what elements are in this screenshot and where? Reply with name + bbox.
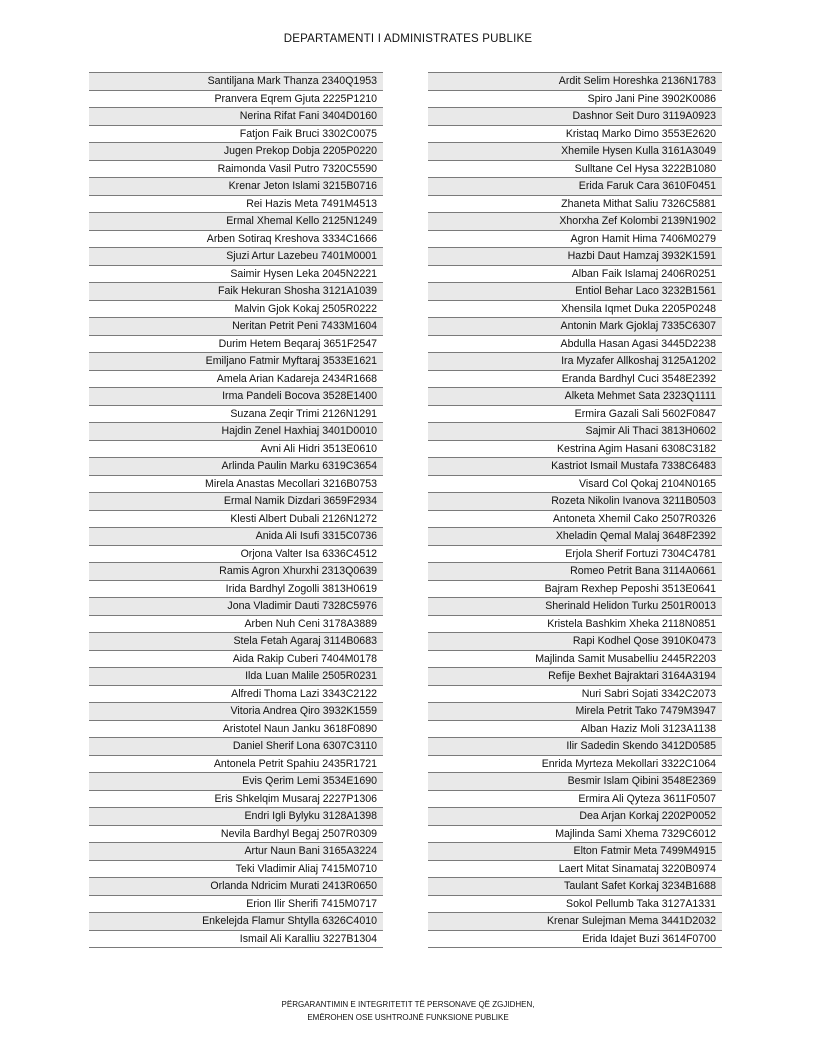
list-item: Ermal Namik Dizdari 3659F2934 (89, 493, 383, 511)
list-item: Aristotel Naun Janku 3618F0890 (89, 721, 383, 739)
list-item: Ilda Luan Malile 2505R0231 (89, 668, 383, 686)
list-item: Irida Bardhyl Zogolli 3813H0619 (89, 581, 383, 599)
list-item: Mirela Anastas Mecollari 3216B0753 (89, 476, 383, 494)
list-item: Majlinda Sami Xhema 7329C6012 (428, 826, 722, 844)
list-item: Sajmir Ali Thaci 3813H0602 (428, 423, 722, 441)
list-item: Hazbi Daut Hamzaj 3932K1591 (428, 248, 722, 266)
list-item: Arlinda Paulin Marku 6319C3654 (89, 458, 383, 476)
list-item: Suzana Zeqir Trimi 2126N1291 (89, 406, 383, 424)
list-item: Erjola Sherif Fortuzi 7304C4781 (428, 546, 722, 564)
list-item: Entiol Behar Laco 3232B1561 (428, 283, 722, 301)
list-item: Arben Sotiraq Kreshova 3334C1666 (89, 231, 383, 249)
list-item: Alketa Mehmet Sata 2323Q1111 (428, 388, 722, 406)
list-item: Nevila Bardhyl Begaj 2507R0309 (89, 826, 383, 844)
list-item: Raimonda Vasil Putro 7320C5590 (89, 161, 383, 179)
list-item: Romeo Petrit Bana 3114A0661 (428, 563, 722, 581)
footer-line-2: EMËROHEN OSE USHTROJNË FUNKSIONE PUBLIKE (307, 1013, 509, 1022)
list-item: Rei Hazis Meta 7491M4513 (89, 196, 383, 214)
list-item: Visard Col Qokaj 2104N0165 (428, 476, 722, 494)
list-item: Klesti Albert Dubali 2126N1272 (89, 511, 383, 529)
list-item: Faik Hekuran Shosha 3121A1039 (89, 283, 383, 301)
left-name-column (89, 72, 383, 948)
list-item: Kastriot Ismail Mustafa 7338C6483 (428, 458, 722, 476)
list-item: Antoneta Xhemil Cako 2507R0326 (428, 511, 722, 529)
list-item: Fatjon Faik Bruci 3302C0075 (89, 126, 383, 144)
footer-line-1: PËRGARANTIMIN E INTEGRITETIT TË PERSONAVE QË ZGJIDHEN, (281, 1000, 535, 1009)
list-item: Enrida Myrteza Mekollari 3322C1064 (428, 756, 722, 774)
list-item: Rozeta Nikolin Ivanova 3211B0503 (428, 493, 722, 511)
list-item: Pranvera Eqrem Gjuta 2225P1210 (89, 91, 383, 109)
list-item: Enkelejda Flamur Shtylla 6326C4010 (89, 913, 383, 931)
list-item: Dashnor Seit Duro 3119A0923 (428, 108, 722, 126)
list-item: Refije Bexhet Bajraktari 3164A3194 (428, 668, 722, 686)
list-item: Bajram Rexhep Peposhi 3513E0641 (428, 581, 722, 599)
list-item: Xhemile Hysen Kulla 3161A3049 (428, 143, 722, 161)
list-item: Erion Ilir Sherifi 7415M0717 (89, 896, 383, 914)
list-item: Kristela Bashkim Xheka 2118N0851 (428, 616, 722, 634)
list-item: Santiljana Mark Thanza 2340Q1953 (89, 72, 383, 91)
list-item: Sherinald Helidon Turku 2501R0013 (428, 598, 722, 616)
list-item: Mirela Petrit Tako 7479M3947 (428, 703, 722, 721)
list-item: Durim Hetem Beqaraj 3651F2547 (89, 336, 383, 354)
list-item: Xhorxha Zef Kolombi 2139N1902 (428, 213, 722, 231)
list-item: Ardit Selim Horeshka 2136N1783 (428, 72, 722, 91)
list-item: Stela Fetah Agaraj 3114B0683 (89, 633, 383, 651)
list-item: Besmir Islam Qibini 3548E2369 (428, 773, 722, 791)
list-item: Krenar Sulejman Mema 3441D2032 (428, 913, 722, 931)
footer (0, 998, 816, 1024)
list-item: Avni Ali Hidri 3513E0610 (89, 441, 383, 459)
list-item: Neritan Petrit Peni 7433M1604 (89, 318, 383, 336)
list-item: Teki Vladimir Aliaj 7415M0710 (89, 861, 383, 879)
list-item: Xheladin Qemal Malaj 3648F2392 (428, 528, 722, 546)
list-item: Eranda Bardhyl Cuci 3548E2392 (428, 371, 722, 389)
list-item: Ermira Ali Qyteza 3611F0507 (428, 791, 722, 809)
list-item: Sulltane Cel Hysa 3222B1080 (428, 161, 722, 179)
list-item: Artur Naun Bani 3165A3224 (89, 843, 383, 861)
list-item: Arben Nuh Ceni 3178A3889 (89, 616, 383, 634)
list-item: Ramis Agron Xhurxhi 2313Q0639 (89, 563, 383, 581)
list-item: Alban Haziz Moli 3123A1138 (428, 721, 722, 739)
list-item: Ismail Ali Karalliu 3227B1304 (89, 931, 383, 949)
list-item: Dea Arjan Korkaj 2202P0052 (428, 808, 722, 826)
list-item: Elton Fatmir Meta 7499M4915 (428, 843, 722, 861)
list-item: Saimir Hysen Leka 2045N2221 (89, 266, 383, 284)
list-item: Erida Idajet Buzi 3614F0700 (428, 931, 722, 949)
list-item: Ira Myzafer Allkoshaj 3125A1202 (428, 353, 722, 371)
list-item: Jona Vladimir Dauti 7328C5976 (89, 598, 383, 616)
list-item: Daniel Sherif Lona 6307C3110 (89, 738, 383, 756)
list-item: Alfredi Thoma Lazi 3343C2122 (89, 686, 383, 704)
list-item: Antonin Mark Gjoklaj 7335C6307 (428, 318, 722, 336)
list-item: Endri Igli Bylyku 3128A1398 (89, 808, 383, 826)
list-item: Jugen Prekop Dobja 2205P0220 (89, 143, 383, 161)
right-name-column (428, 72, 722, 948)
list-item: Amela Arian Kadareja 2434R1668 (89, 371, 383, 389)
list-item: Spiro Jani Pine 3902K0086 (428, 91, 722, 109)
list-item: Krenar Jeton Islami 3215B0716 (89, 178, 383, 196)
list-item: Malvin Gjok Kokaj 2505R0222 (89, 301, 383, 319)
list-item: Sjuzi Artur Lazebeu 7401M0001 (89, 248, 383, 266)
page-title: DEPARTAMENTI I ADMINISTRATES PUBLIKE (283, 33, 533, 45)
list-item: Hajdin Zenel Haxhiaj 3401D0010 (89, 423, 383, 441)
list-item: Anida Ali Isufi 3315C0736 (89, 528, 383, 546)
list-item: Emiljano Fatmir Myftaraj 3533E1621 (89, 353, 383, 371)
list-item: Aida Rakip Cuberi 7404M0178 (89, 651, 383, 669)
list-item: Evis Qerim Lemi 3534E1690 (89, 773, 383, 791)
list-item: Majlinda Samit Musabelliu 2445R2203 (428, 651, 722, 669)
list-item: Xhensila Iqmet Duka 2205P0248 (428, 301, 722, 319)
list-item: Eris Shkelqim Musaraj 2227P1306 (89, 791, 383, 809)
list-item: Nuri Sabri Sojati 3342C2073 (428, 686, 722, 704)
list-item: Vitoria Andrea Qiro 3932K1559 (89, 703, 383, 721)
list-item: Ermal Xhemal Kello 2125N1249 (89, 213, 383, 231)
list-item: Laert Mitat Sinamataj 3220B0974 (428, 861, 722, 879)
list-item: Erida Faruk Cara 3610F0451 (428, 178, 722, 196)
list-item: Abdulla Hasan Agasi 3445D2238 (428, 336, 722, 354)
list-item: Kristaq Marko Dimo 3553E2620 (428, 126, 722, 144)
list-item: Nerina Rifat Fani 3404D0160 (89, 108, 383, 126)
list-item: Orjona Valter Isa 6336C4512 (89, 546, 383, 564)
list-item: Antonela Petrit Spahiu 2435R1721 (89, 756, 383, 774)
list-item: Irma Pandeli Bocova 3528E1400 (89, 388, 383, 406)
list-item: Kestrina Agim Hasani 6308C3182 (428, 441, 722, 459)
list-item: Taulant Safet Korkaj 3234B1688 (428, 878, 722, 896)
list-item: Ermira Gazali Sali 5602F0847 (428, 406, 722, 424)
list-item: Rapi Kodhel Qose 3910K0473 (428, 633, 722, 651)
list-item: Sokol Pellumb Taka 3127A1331 (428, 896, 722, 914)
list-item: Orlanda Ndricim Murati 2413R0650 (89, 878, 383, 896)
list-item: Agron Hamit Hima 7406M0279 (428, 231, 722, 249)
list-item: Zhaneta Mithat Saliu 7326C5881 (428, 196, 722, 214)
list-item: Ilir Sadedin Skendo 3412D0585 (428, 738, 722, 756)
list-item: Alban Faik Islamaj 2406R0251 (428, 266, 722, 284)
